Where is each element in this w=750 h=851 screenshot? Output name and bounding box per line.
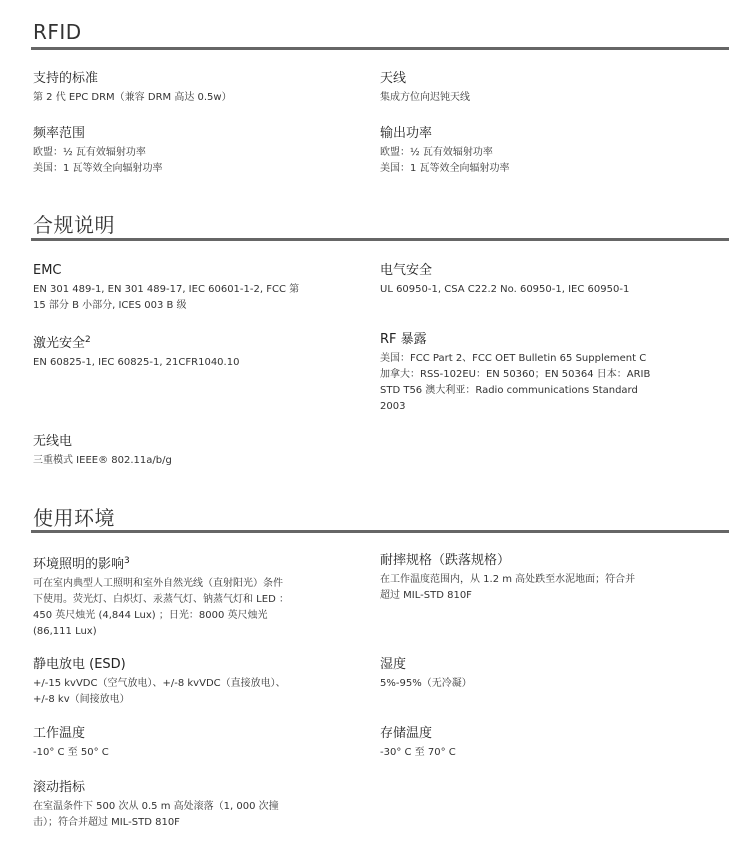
spec-label-text: 环境照明的影响 (33, 557, 125, 572)
spec-value (380, 745, 710, 761)
spec-humidity (380, 656, 710, 692)
spec-value (33, 355, 343, 371)
spec-line: UL 60950-1, CSA C22.2 No. 60950-1, IEC 60950-1 (380, 284, 630, 295)
spec-label: 滚动指标 (33, 780, 86, 795)
spec-ambient-light (33, 552, 343, 640)
spec-laser-safety (33, 331, 343, 371)
spec-value (33, 453, 343, 469)
spec-label: 输出功率 (380, 126, 433, 141)
spec-standards (33, 70, 343, 106)
spec-label: 支持的标准 (33, 71, 99, 86)
spec-label-text: 激光安全 (33, 336, 86, 351)
section-divider (31, 238, 729, 241)
spec-label: RF 暴露 (380, 332, 427, 347)
spec-line: 在工作温度范围内，从 1.2 m 高处跌至水泥地面；符合并 (380, 574, 636, 585)
spec-line: 美国：FCC Part 2、FCC OET Bulletin 65 Supplement C (380, 353, 647, 364)
spec-label: 无线电 (33, 434, 73, 449)
spec-label (33, 331, 343, 353)
spec-line: 加拿大：RSS-102EU：EN 50360；EN 50364 日本：ARIB (380, 369, 651, 380)
spec-value (33, 676, 343, 708)
spec-line: 欧盟：½ 瓦有效辐射功率 (33, 147, 146, 158)
spec-line: -30° C 至 70° C (380, 747, 456, 758)
spec-drop (380, 552, 710, 604)
spec-value (380, 676, 710, 692)
spec-value (33, 145, 343, 177)
spec-value (380, 572, 710, 604)
spec-label: 存储温度 (380, 726, 433, 741)
spec-line: 美国：1 瓦等效全向辐射功率 (33, 163, 163, 174)
spec-label: 工作温度 (33, 726, 86, 741)
section-title-environment: 使用环境 (33, 506, 115, 530)
spec-label: 静电放电 (ESD) (33, 657, 126, 672)
spec-value (380, 145, 710, 177)
section-title-compliance: 合规说明 (33, 213, 115, 237)
spec-line: -10° C 至 50° C (33, 747, 109, 758)
section-title-rfid: RFID (33, 20, 82, 44)
spec-label: 频率范围 (33, 126, 86, 141)
spec-line: 5%-95%（无冷凝） (380, 678, 472, 689)
spec-frequency (33, 125, 343, 177)
spec-value (33, 90, 343, 106)
spec-label: 湿度 (380, 657, 407, 672)
spec-wireless (33, 433, 343, 469)
spec-value (33, 745, 343, 761)
spec-label: 电气安全 (380, 263, 433, 278)
spec-operating-temp (33, 725, 343, 761)
spec-line: 美国：1 瓦等效全向辐射功率 (380, 163, 510, 174)
spec-line: 在室温条件下 500 次从 0.5 m 高处滚落（1, 000 次撞 (33, 801, 279, 812)
section-divider (31, 530, 729, 533)
spec-antenna (380, 70, 710, 106)
spec-label: 耐摔规格（跌落规格） (380, 553, 511, 568)
spec-storage-temp (380, 725, 710, 761)
spec-line: STD T56 澳大利亚：Radio communications Standard (380, 385, 638, 396)
spec-line: 第 2 代 EPC DRM（兼容 DRM 高达 0.5w） (33, 92, 232, 103)
spec-value (380, 351, 710, 415)
spec-line: 15 部分 B 小部分, ICES 003 B 级 (33, 300, 187, 311)
spec-line: 三重模式 IEEE® 802.11a/b/g (33, 455, 172, 466)
spec-line: EN 60825-1, IEC 60825-1, 21CFR1040.10 (33, 357, 240, 368)
spec-value (33, 576, 343, 640)
spec-value (380, 282, 710, 298)
spec-value (380, 90, 710, 106)
spec-line: 450 英尺烛光 (4,844 Lux) ；日光：8000 英尺烛光 (33, 610, 268, 621)
spec-line: +/-15 kvVDC（空气放电）、+/-8 kvVDC（直接放电）、 (33, 678, 286, 689)
spec-output-power (380, 125, 710, 177)
footnote-marker: 3 (124, 556, 130, 566)
spec-value (33, 799, 343, 831)
spec-line: 2003 (380, 401, 406, 412)
spec-label (33, 552, 343, 574)
spec-line: 超过 MIL-STD 810F (380, 590, 472, 601)
spec-line: 击）；符合并超过 MIL-STD 810F (33, 817, 180, 828)
spec-line: (86,111 Lux) (33, 626, 97, 637)
spec-tumble (33, 779, 343, 831)
footnote-marker: 2 (85, 335, 91, 345)
spec-value (33, 282, 343, 314)
spec-line: 可在室内典型人工照明和室外自然光线（直射阳光）条件 (33, 578, 283, 589)
spec-line: 下使用。荧光灯、白炽灯、汞蒸气灯、钠蒸气灯和 LED ： (33, 594, 289, 605)
spec-esd (33, 656, 343, 708)
spec-line: EN 301 489-1, EN 301 489-17, IEC 60601-1-2, FCC 第 (33, 284, 300, 295)
section-divider (31, 47, 729, 50)
spec-rf-exposure (380, 331, 710, 415)
spec-label: 天线 (380, 71, 407, 86)
spec-label: EMC (33, 263, 62, 278)
spec-emc (33, 262, 343, 314)
spec-line: 集成方位向迟钝天线 (380, 92, 470, 103)
spec-line: 欧盟：½ 瓦有效辐射功率 (380, 147, 493, 158)
spec-electrical-safety (380, 262, 710, 298)
spec-line: +/-8 kv（间接放电） (33, 694, 130, 705)
